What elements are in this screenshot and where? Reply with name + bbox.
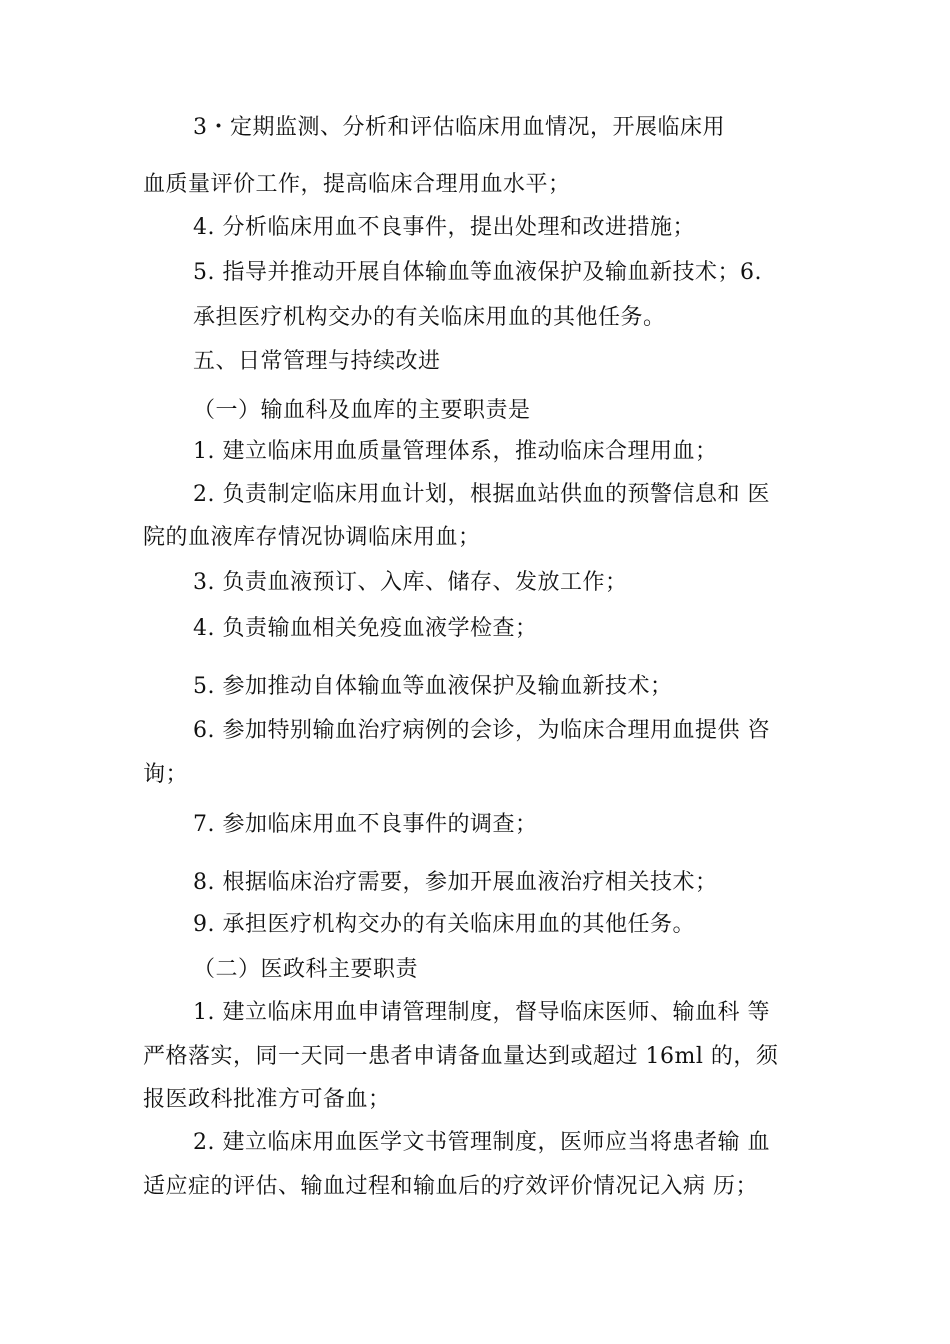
text-line: 报医政科批准方可备血； bbox=[143, 1087, 391, 1112]
text-line: 承担医疗机构交办的有关临床用血的其他任务。 bbox=[193, 305, 666, 330]
text-line: 适应症的评估、输血过程和输血后的疗效评价情况记入病 历； bbox=[143, 1174, 758, 1199]
text-line: 5. 参加推动自体输血等血液保护及输血新技术； bbox=[193, 674, 673, 699]
text-line: 询； bbox=[143, 762, 189, 787]
text-line: 4. 负责输血相关免疫血液学检查； bbox=[193, 616, 538, 641]
text-line: 院的血液库存情况协调临床用血； bbox=[143, 525, 481, 550]
text-line: 严格落实，同一天同一患者申请备血量达到或超过 16ml 的，须 bbox=[143, 1044, 779, 1069]
text-line: 5. 指导并推动开展自体输血等血液保护及输血新技术；6. bbox=[193, 260, 762, 285]
text-line: 3・定期监测、分析和评估临床用血情况，开展临床用 bbox=[193, 115, 725, 140]
subsection-heading: （一）输血科及血库的主要职责是 bbox=[193, 398, 531, 423]
text-line: 4. 分析临床用血不良事件，提出处理和改进措施； bbox=[193, 215, 695, 240]
text-line: 1. 建立临床用血申请管理制度，督导临床医师、输血科 等 bbox=[193, 1000, 770, 1025]
section-heading: 五、日常管理与持续改进 bbox=[193, 349, 441, 374]
text-line: 8. 根据临床治疗需要，参加开展血液治疗相关技术； bbox=[193, 870, 718, 895]
text-line: 2. 负责制定临床用血计划，根据血站供血的预警信息和 医 bbox=[193, 482, 770, 507]
text-line: 血质量评价工作，提高临床合理用血水平； bbox=[143, 172, 571, 197]
text-line: 3. 负责血液预订、入库、储存、发放工作； bbox=[193, 570, 628, 595]
text-line: 7. 参加临床用血不良事件的调查； bbox=[193, 812, 538, 837]
text-line: 1. 建立临床用血质量管理体系，推动临床合理用血； bbox=[193, 439, 718, 464]
subsection-heading: （二）医政科主要职责 bbox=[193, 957, 419, 982]
text-line: 6. 参加特别输血治疗病例的会诊，为临床合理用血提供 咨 bbox=[193, 718, 770, 743]
text-line: 2. 建立临床用血医学文书管理制度，医师应当将患者输 血 bbox=[193, 1130, 770, 1155]
text-line: 9. 承担医疗机构交办的有关临床用血的其他任务。 bbox=[193, 912, 695, 937]
